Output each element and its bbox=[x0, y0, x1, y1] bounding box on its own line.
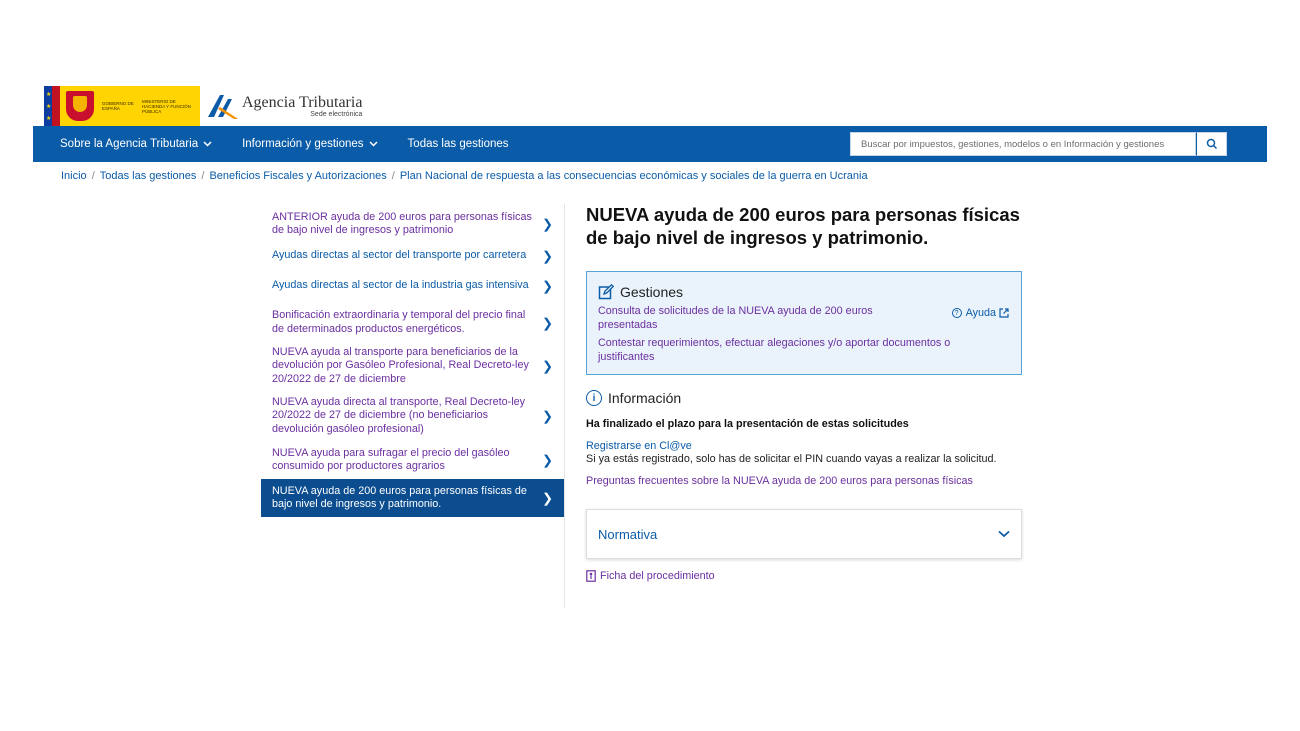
sidebar-item-transporte-gasoleo[interactable] bbox=[261, 341, 565, 391]
chevron-down-icon bbox=[369, 139, 378, 149]
nav-item-informacion[interactable] bbox=[242, 138, 377, 150]
ficha-procedimiento-link[interactable] bbox=[586, 570, 1022, 582]
chevron-right-icon: ❯ bbox=[542, 452, 553, 468]
main-navbar bbox=[33, 126, 1267, 162]
sidebar-item-industria-gas[interactable] bbox=[261, 267, 565, 304]
sidebar-item-label: ANTERIOR ayuda de 200 euros para personas físicas de bajo nivel de ingresos y patrimonio bbox=[272, 210, 532, 236]
gobierno-logo[interactable] bbox=[44, 86, 200, 126]
breadcrumb-separator: / bbox=[91, 170, 95, 182]
chevron-right-icon: ❯ bbox=[542, 277, 553, 293]
ayuda-label: Ayuda bbox=[965, 307, 996, 319]
agency-subtitle: Sede electrónica bbox=[310, 111, 363, 118]
chevron-right-icon: ❯ bbox=[542, 490, 553, 506]
nav-item-todas[interactable] bbox=[408, 138, 509, 150]
sidebar-item-label: Ayudas directas al sector de la industria gas intensiva bbox=[272, 278, 529, 291]
search-placeholder: Buscar por impuestos, gestiones, modelos o en Información y gestiones bbox=[861, 138, 1165, 150]
consulta-solicitudes-link[interactable]: Consulta de solicitudes de la NUEVA ayuda de 200 euros presentadas bbox=[598, 305, 873, 331]
nav-item-label: Información y gestiones bbox=[242, 138, 364, 150]
ficha-label: Ficha del procedimiento bbox=[600, 570, 715, 582]
sidebar-item-bonificacion[interactable] bbox=[261, 304, 565, 341]
ministry-text: MINISTERIO DE HACIENDA Y FUNCIÓN PÚBLICA bbox=[142, 98, 191, 114]
breadcrumb-inicio[interactable]: Inicio bbox=[61, 170, 87, 182]
contestar-requerimientos-link[interactable]: Contestar requerimientos, efectuar alegaciones y/o aportar documentos o justificantes bbox=[598, 337, 951, 363]
info-icon: i bbox=[586, 390, 602, 406]
chevron-right-icon: ❯ bbox=[542, 408, 553, 424]
preguntas-frecuentes-link[interactable]: Preguntas frecuentes sobre la NUEVA ayuda de 200 euros para personas físicas bbox=[586, 475, 973, 487]
help-icon: ? bbox=[952, 308, 962, 318]
registro-pin-text: Si ya estás registrado, solo has de solicitar el PIN cuando vayas a realizar la solicitud. bbox=[586, 453, 997, 465]
breadcrumb-plan-nacional[interactable]: Plan Nacional de respuesta a las consecuencias económicas y sociales de la guerra en Ucrania bbox=[399, 170, 868, 182]
edit-icon bbox=[598, 284, 614, 300]
breadcrumb-separator: / bbox=[201, 170, 205, 182]
page-title: NUEVA ayuda de 200 euros para personas físicas de bajo nivel de ingresos y patrimonio. bbox=[586, 204, 1020, 248]
chevron-down-icon bbox=[203, 139, 212, 149]
main-content bbox=[586, 203, 1022, 582]
sidebar-item-nueva-ayuda-200[interactable] bbox=[261, 479, 565, 517]
chevron-right-icon: ❯ bbox=[542, 216, 553, 232]
normativa-accordion[interactable] bbox=[586, 509, 1022, 559]
agency-name: Agencia Tributaria bbox=[242, 94, 363, 111]
gestiones-heading bbox=[598, 284, 1010, 300]
sidebar-item-label: NUEVA ayuda al transporte para beneficiarios de la devolución por Gasóleo Profesional, Real Decreto-ley 20/2022 de 27 de diciembre bbox=[272, 346, 529, 385]
nav-item-sobre[interactable] bbox=[60, 138, 212, 150]
chevron-right-icon: ❯ bbox=[542, 358, 553, 374]
coat-of-arms-icon bbox=[66, 91, 94, 121]
normativa-label: Normativa bbox=[598, 526, 658, 542]
gestiones-panel bbox=[586, 271, 1022, 375]
header-logos bbox=[44, 86, 362, 126]
sidebar-item-label: NUEVA ayuda directa al transporte, Real Decreto-ley 20/2022 de 27 de diciembre (no beneficiarios devolución gasóleo profesional) bbox=[272, 396, 526, 435]
breadcrumb-separator: / bbox=[391, 170, 395, 182]
ayuda-link[interactable] bbox=[952, 307, 1009, 319]
agencia-tributaria-logo[interactable] bbox=[206, 91, 362, 121]
search-input[interactable] bbox=[850, 132, 1196, 156]
sidebar-menu bbox=[261, 204, 565, 517]
sidebar-item-label: Bonificación extraordinaria y temporal del precio final de determinados productos energéticos. bbox=[272, 309, 526, 335]
informacion-heading-label: Información bbox=[608, 390, 682, 406]
chevron-right-icon: ❯ bbox=[542, 314, 553, 330]
sidebar-item-label: NUEVA ayuda para sufragar el precio del gasóleo consumido por productores agrarios bbox=[272, 446, 510, 472]
sidebar-item-transporte-carretera[interactable] bbox=[261, 244, 565, 267]
sidebar-item-label: NUEVA ayuda de 200 euros para personas físicas de bajo nivel de ingresos y patrimonio. bbox=[272, 484, 527, 510]
document-icon bbox=[586, 570, 596, 582]
chevron-down-icon bbox=[998, 530, 1010, 538]
nav-item-label: Sobre la Agencia Tributaria bbox=[60, 138, 199, 150]
informacion-heading bbox=[586, 390, 1022, 406]
gestiones-heading-label: Gestiones bbox=[620, 284, 684, 300]
sidebar-item-productores-agrarios[interactable] bbox=[261, 441, 565, 479]
sidebar-item-label: Ayudas directas al sector del transporte por carretera bbox=[272, 248, 527, 261]
breadcrumb bbox=[61, 170, 868, 182]
search-button[interactable] bbox=[1196, 132, 1227, 156]
search-icon bbox=[1206, 138, 1218, 150]
breadcrumb-todas-gestiones[interactable]: Todas las gestiones bbox=[99, 170, 197, 182]
sidebar-divider bbox=[564, 204, 565, 608]
sidebar-item-anterior-ayuda[interactable] bbox=[261, 204, 565, 244]
external-link-icon bbox=[999, 308, 1009, 318]
gov-text: GOBIERNO DE ESPAÑA bbox=[102, 101, 134, 111]
registrarse-clave-link[interactable]: Registrarse en Cl@ve bbox=[586, 440, 692, 452]
chevron-right-icon: ❯ bbox=[542, 247, 553, 263]
breadcrumb-beneficios[interactable]: Beneficios Fiscales y Autorizaciones bbox=[209, 170, 387, 182]
sidebar-item-ayuda-directa-transporte[interactable] bbox=[261, 391, 565, 441]
eu-flag-icon: ★ ★ ★ bbox=[44, 86, 60, 126]
nav-item-label: Todas las gestiones bbox=[407, 138, 509, 150]
plazo-finalizado-text: Ha finalizado el plazo para la presentación de estas solicitudes bbox=[586, 418, 909, 430]
agencia-tributaria-mark-icon bbox=[206, 91, 240, 121]
